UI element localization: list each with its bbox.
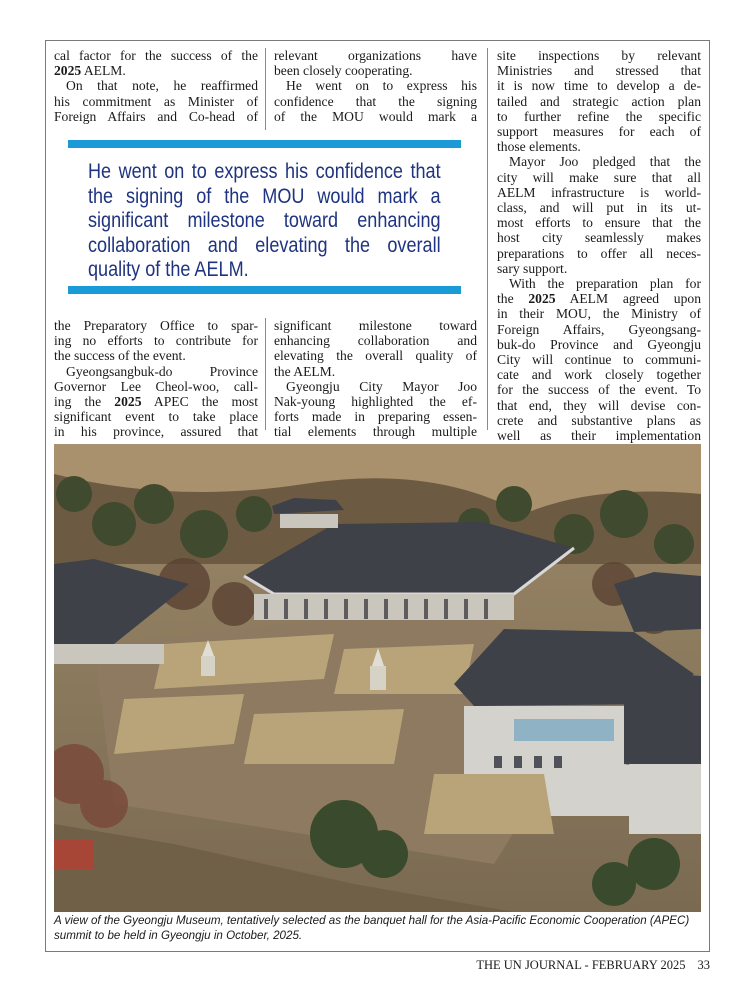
- article-line: well as their implementation: [497, 428, 701, 444]
- article-line: elevating the overall quality of: [274, 348, 477, 364]
- article-line: preparations to offer all neces-: [497, 245, 701, 261]
- article-line: tailed and strategic action plan: [497, 93, 701, 109]
- article-line: his commitment as Minister of: [54, 93, 258, 109]
- article-line: the 2025 AELM agreed upon: [497, 291, 701, 307]
- article-line: the AELM.: [274, 363, 336, 379]
- article-line: ing no efforts to contribute for: [54, 333, 258, 349]
- pull-quote: [68, 140, 461, 296]
- article-line: AELM infrastructure is world-: [497, 184, 701, 200]
- article-line: in his province, assured that: [54, 424, 258, 440]
- article-line: Gyeongju City Mayor Joo: [286, 378, 477, 394]
- column-divider: [487, 48, 488, 430]
- article-line: Foreign Affairs, Gyeongsang-: [497, 321, 701, 337]
- article-line: cal factor for the success of the: [54, 48, 258, 63]
- article-line: the success of the event.: [54, 348, 186, 364]
- pull-quote-bottom-bar: [68, 286, 461, 294]
- article-line: Nak-young highlighted the ef-: [274, 394, 477, 410]
- article-line: significant event to take place: [54, 409, 258, 425]
- article-line: ing the 2025 APEC the most: [54, 394, 258, 410]
- article-column-1-top: [54, 48, 258, 124]
- publication-name: THE UN JOURNAL - FEBRUARY 2025: [476, 958, 686, 972]
- article-line: confidence that the signing: [274, 93, 477, 109]
- column-divider: [265, 48, 266, 130]
- page-number: 33: [697, 958, 710, 972]
- article-line: most efforts to ensure that the: [497, 215, 701, 231]
- article-line: that end, they will devise con-: [497, 397, 701, 413]
- article-line: cate and work closely together: [497, 367, 701, 383]
- article-line: sary support.: [497, 260, 568, 276]
- article-line: it is now time to develop a de-: [497, 78, 701, 94]
- article-line: Foreign Affairs and Co-head of: [54, 108, 258, 124]
- gyeongju-museum-photo: [54, 444, 701, 912]
- article-line: Gyeongsangbuk-do Province: [66, 363, 258, 379]
- article-column-1-bottom: [54, 318, 258, 440]
- article-line: those elements.: [497, 139, 581, 155]
- article-line: enhancing collaboration and: [274, 333, 477, 349]
- photo-caption: A view of the Gyeongju Museum, tentatively selected as the banquet hall for the Asia-Pacific Economic Cooperation (APEC) summit to be held in Gyeongju in October, 2025.: [54, 914, 690, 942]
- pull-quote-top-bar: [68, 140, 461, 148]
- article-line: relevant organizations have: [274, 48, 477, 63]
- article-column-2-top: [274, 48, 477, 124]
- article-line: been closely cooperating.: [274, 63, 413, 79]
- article-column-3: [497, 48, 701, 459]
- article-line: site inspections by relevant: [497, 48, 701, 63]
- article-line: of the MOU would mark a: [274, 108, 477, 124]
- article-column-2-bottom: [274, 318, 477, 440]
- article-line: tial elements through multiple: [274, 424, 477, 440]
- article-line: Mayor Joo pledged that the: [509, 154, 701, 170]
- article-line: host city seamlessly makes: [497, 230, 701, 246]
- article-line: Ministries and stressed that: [497, 63, 701, 79]
- page-footer: [476, 958, 710, 973]
- article-line: support measures for each of: [497, 124, 701, 140]
- article-line: On that note, he reaffirmed: [66, 78, 258, 94]
- article-line: crete and substantive plans as: [497, 412, 701, 428]
- article-line: for the success of the event. To: [497, 382, 701, 398]
- article-line: buk-do Province and Gyeongju: [497, 336, 701, 352]
- column-divider: [265, 318, 266, 430]
- article-line: City will continue to communi-: [497, 352, 701, 368]
- article-line: class, and will put in its ut-: [497, 200, 701, 216]
- article-line: significant milestone toward: [274, 318, 477, 333]
- article-line: forts made in preparing essen-: [274, 409, 477, 425]
- article-line: the Preparatory Office to spar-: [54, 318, 258, 333]
- article-line: city will make sure that all: [497, 169, 701, 185]
- article-line: to further refine the specific: [497, 108, 701, 124]
- article-line: With the preparation plan for: [509, 276, 701, 292]
- article-line: Governor Lee Cheol-woo, call-: [54, 378, 258, 394]
- article-line: He went on to express his: [286, 78, 477, 94]
- article-line: 2025 AELM.: [54, 63, 126, 79]
- pull-quote-text: He went on to express his confidence that the signing of the MOU would mark a significant milestone toward enhancing collaboration and elevating the overall quality of the AELM.: [88, 160, 441, 281]
- article-line: in their MOU, the Ministry of: [497, 306, 701, 322]
